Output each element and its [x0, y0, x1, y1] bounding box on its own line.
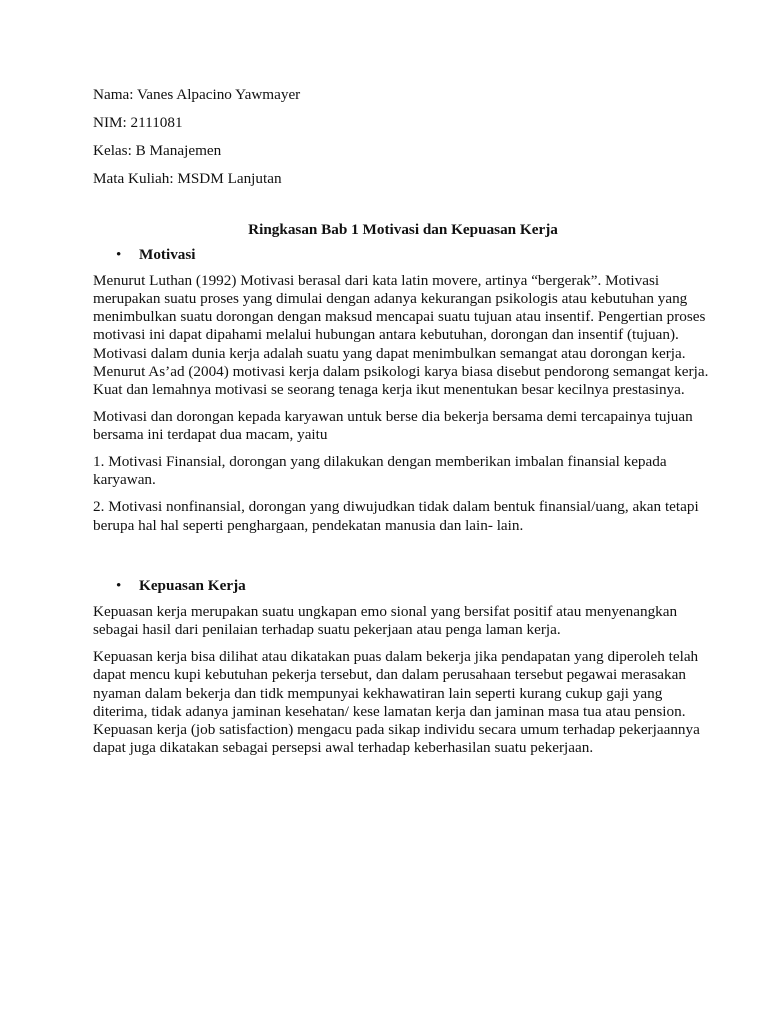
- document-title: Ringkasan Bab 1 Motivasi dan Kepuasan Kerja: [248, 220, 558, 238]
- student-nim: NIM: 2111081: [93, 114, 183, 131]
- blank-line: [93, 543, 713, 569]
- student-name: Nama: Vanes Alpacino Yawmayer: [93, 86, 301, 103]
- bullet-icon: •: [116, 577, 122, 595]
- list-item: 1. Motivasi Finansial, dorongan yang dilakukan dengan memberikan imbalan finansial kepada karyawan.: [93, 453, 667, 489]
- document-body: [93, 86, 713, 766]
- bullet-icon: •: [116, 246, 122, 263]
- paragraph: Menurut Luthan (1992) Motivasi berasal dari kata latin movere, artinya “bergerak”. Motivasi merupakan suatu proses yang dimulai dengan adanya kekurangan psikologis atau kebutuhan yang menimbulkan suatu dorongan dengan maksud mencapai suatu tujuan atau insentif. Pengertian proses motivasi ini dapat dipahami melalui hubungan antara kebutuhan, dorongan dan insentif (tujuan). Motivasi dalam dunia kerja adalah suatu yang dapat menimbulkan semangat atau dorongan kerja. Menurut As’ad (2004) motivasi kerja dalam psikologi karya biasa disebut pendorong semangat kerja. Kuat dan lemahnya motivasi se seorang tenaga kerja ikut menentukan besar kecilnya prestasinya.: [93, 271, 709, 399]
- paragraph: Kepuasan kerja merupakan suatu ungkapan emo sional yang bersifat positif atau menyenangkan sebagai hasil dari penilaian terhadap suatu pekerjaan atau penga laman kerja.: [93, 602, 678, 639]
- student-class: Kelas: B Manajemen: [93, 142, 222, 159]
- list-item: 2. Motivasi nonfinansial, dorongan yang diwujudkan tidak dalam bentuk finansial/uang, akan tetapi berupa hal hal seperti penghargaan, pendekatan manusia dan lain- lain.: [93, 498, 699, 534]
- paragraph: Kepuasan kerja bisa dilihat atau dikatakan puas dalam bekerja jika pendapatan yang diperoleh telah dapat mencu kupi kebutuhan pekerja tersebut, dan dalam perusahaan tersebut pegawai merasakan nyaman dalam bekerja dan tidk mempunyai kekhawatiran lain seperti kurang cukup gaji yang diterima, tidak adanya jaminan kesehatan/ kese lamatan kerja dan jaminan masa tua atau pension. Kepuasan kerja (job satisfaction) mengacu pada sikap individu secara umum terhadap pekerjaannya dapat juga dikatakan sebagai persepsi awal terhadap keberhasilan suatu pekerjaan.: [93, 647, 700, 757]
- section-heading-label: Kepuasan Kerja: [139, 577, 246, 595]
- section-heading-kepuasan: [93, 577, 713, 595]
- course-name: Mata Kuliah: MSDM Lanjutan: [93, 170, 282, 187]
- section-heading-motivasi: [93, 246, 713, 264]
- section-heading-label: Motivasi: [139, 246, 196, 263]
- paragraph: Motivasi dan dorongan kepada karyawan untuk berse dia bekerja bersama demi tercapainya tujuan bersama ini terdapat dua macam, yaitu: [93, 408, 693, 444]
